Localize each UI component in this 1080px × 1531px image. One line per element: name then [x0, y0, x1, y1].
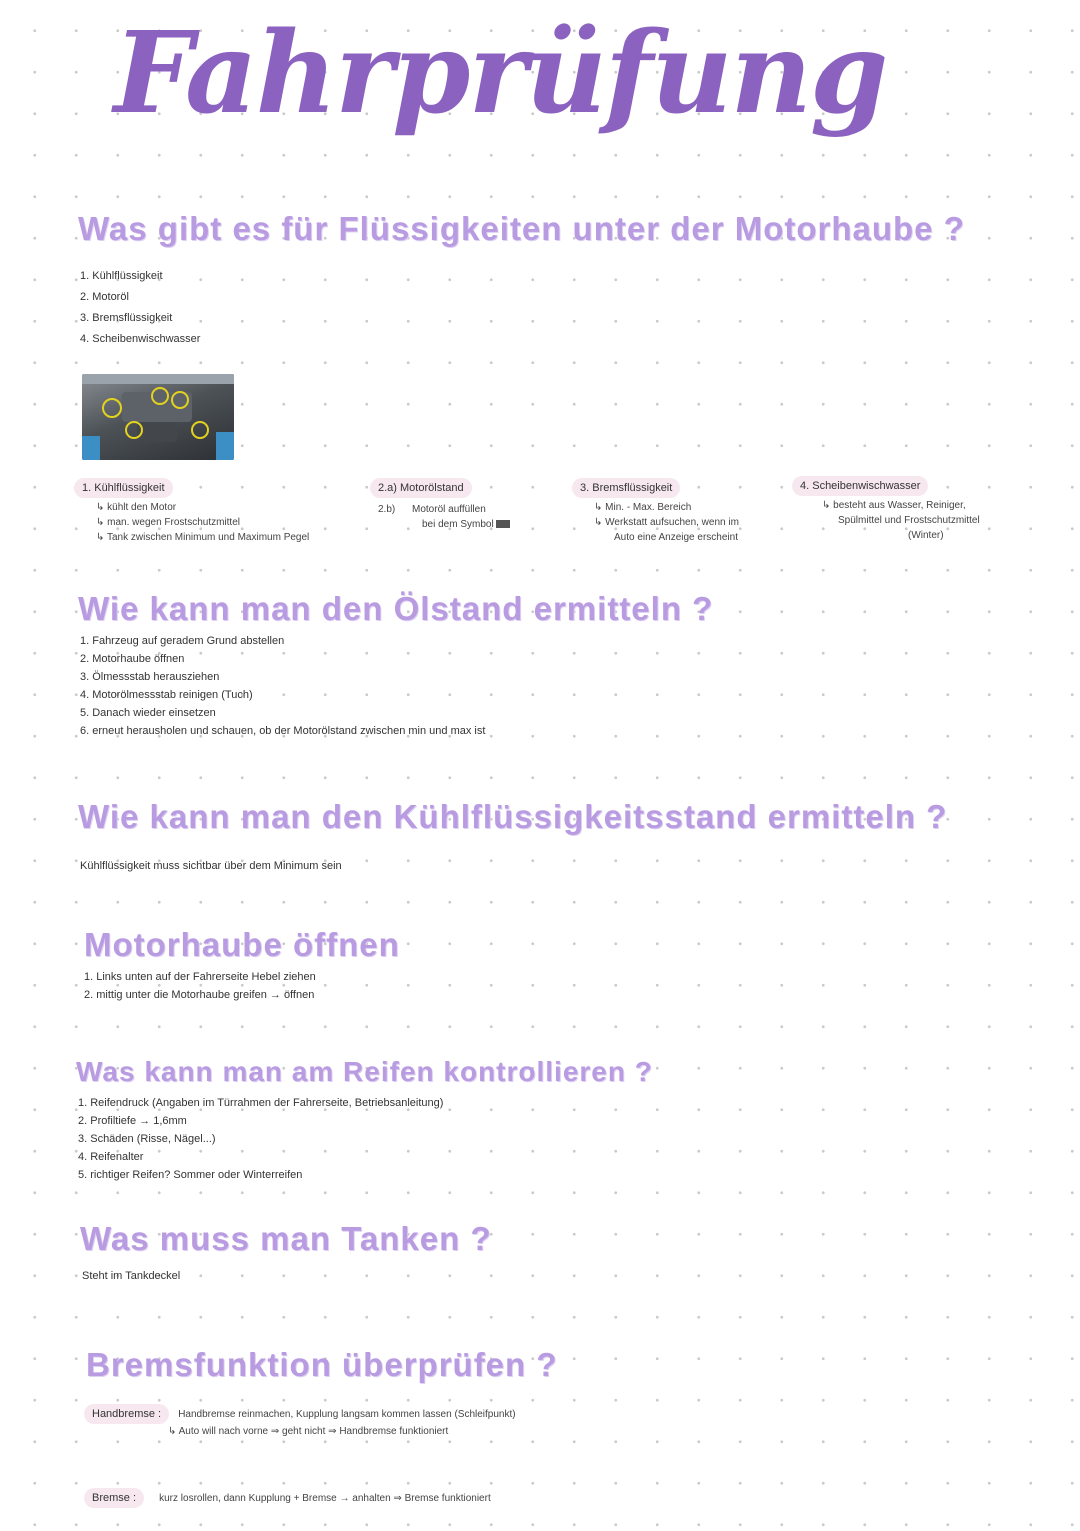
hood-list [84, 968, 316, 1004]
coolant-lines [96, 500, 309, 545]
detail-line: ↳ man. wegen Frostschutzmittel [96, 517, 240, 528]
list-item: 4. Reifenalter [78, 1151, 144, 1163]
oil-detail [370, 476, 510, 532]
brake-row [84, 1486, 491, 1508]
detail-line: ↳ Min. - Max. Bereich [594, 502, 692, 513]
brake-line: kurz losrollen, dann Kupplung + Bremse → anhalten ⇒ Bremse funktioniert [159, 1493, 491, 1504]
detail-line: ↳ Tank zwischen Minimum und Maximum Pegel [96, 532, 310, 543]
oil-level-list [80, 632, 485, 740]
engine-bay-photo [82, 374, 234, 460]
heading-tires: Was kann man am Reifen kontrollieren ? [76, 1056, 653, 1087]
brake-fluid-label: 3. Bremsflüssigkeit [572, 478, 680, 498]
heading-hood: Motorhaube öffnen [84, 926, 400, 963]
handbrake-line-2: ↳ Auto will nach vorne ⇒ geht nicht ⇒ Handbremse funktioniert [168, 1426, 449, 1437]
list-item: 2. Profiltiefe → 1,6mm [78, 1115, 187, 1127]
detail-line: ↳ Werkstatt aufsuchen, wenn im [594, 517, 739, 528]
list-item: 6. erneut herausholen und schauen, ob der Motorölstand zwischen min und max ist [80, 725, 486, 737]
page-title: Fahrprüfung [113, 8, 887, 139]
washer-label: 4. Scheibenwischwasser [792, 476, 928, 496]
list-item: 4. Motorölmessstab reinigen (Tuch) [80, 689, 253, 701]
heading-fuel: Was muss man Tanken ? [80, 1220, 492, 1257]
heading-fluids: Was gibt es für Flüssigkeiten unter der Motorhaube ? [78, 210, 965, 247]
brake-fluid-detail [572, 476, 739, 545]
list-item: 3. Schäden (Risse, Nägel...) [78, 1133, 216, 1145]
oil-line-1: Motoröl auffüllen [412, 504, 486, 515]
oil-line-2: bei dem Symbol [422, 519, 494, 530]
handbrake-label: Handbremse : [84, 1404, 169, 1424]
washer-lines [822, 498, 980, 543]
list-item: 5. Danach wieder einsetzen [80, 707, 216, 719]
handbrake-line-1: Handbremse reinmachen, Kupplung langsam kommen lassen (Schleifpunkt) [178, 1409, 516, 1420]
list-item: 1. Reifendruck (Angaben im Türrahmen der Fahrerseite, Betriebsanleitung) [78, 1097, 444, 1109]
tires-list [78, 1094, 443, 1184]
heading-oil-level: Wie kann man den Ölstand ermitteln ? [78, 590, 714, 627]
list-item: 4. Scheibenwischwasser [80, 333, 201, 345]
heading-brakes: Bremsfunktion überprüfen ? [86, 1346, 558, 1383]
list-item: 3. Bremsflüssigkeit [80, 312, 173, 324]
heading-coolant-level: Wie kann man den Kühlflüssigkeitsstand ermitteln ? [78, 798, 948, 835]
fluids-list [80, 266, 200, 350]
list-item: 1. Kühlflüssigkeit [80, 270, 163, 282]
list-item: 1. Links unten auf der Fahrerseite Hebel ziehen [84, 971, 316, 983]
handbrake-row [84, 1402, 516, 1439]
detail-line: (Winter) [908, 530, 944, 541]
fuel-text: Steht im Tankdeckel [82, 1270, 181, 1282]
oil-label-a: 2.a) Motorölstand [370, 478, 472, 498]
detail-line: Auto eine Anzeige erscheint [614, 532, 738, 543]
coolant-level-text: Kühlflüssigkeit muss sichtbar über dem Minimum sein [80, 860, 342, 872]
coolant-label: 1. Kühlflüssigkeit [74, 478, 173, 498]
brake-fluid-lines [594, 500, 739, 545]
washer-detail [792, 474, 980, 543]
oil-label-b: 2.b) [378, 504, 396, 515]
list-item: 2. Motorhaube öffnen [80, 653, 185, 665]
list-item: 2. Motoröl [80, 291, 129, 303]
list-item: 3. Ölmessstab herausziehen [80, 671, 220, 683]
oil-symbol-icon [496, 520, 510, 528]
detail-line: Spülmittel und Frostschutzmittel [838, 515, 980, 526]
detail-line: ↳ kühlt den Motor [96, 502, 177, 513]
coolant-detail [74, 476, 309, 545]
list-item: 2. mittig unter die Motorhaube greifen → öffnen [84, 989, 315, 1001]
list-item: 1. Fahrzeug auf geradem Grund abstellen [80, 635, 285, 647]
list-item: 5. richtiger Reifen? Sommer oder Winterreifen [78, 1169, 303, 1181]
detail-line: ↳ besteht aus Wasser, Reiniger, [822, 500, 966, 511]
brake-label: Bremse : [84, 1488, 144, 1508]
